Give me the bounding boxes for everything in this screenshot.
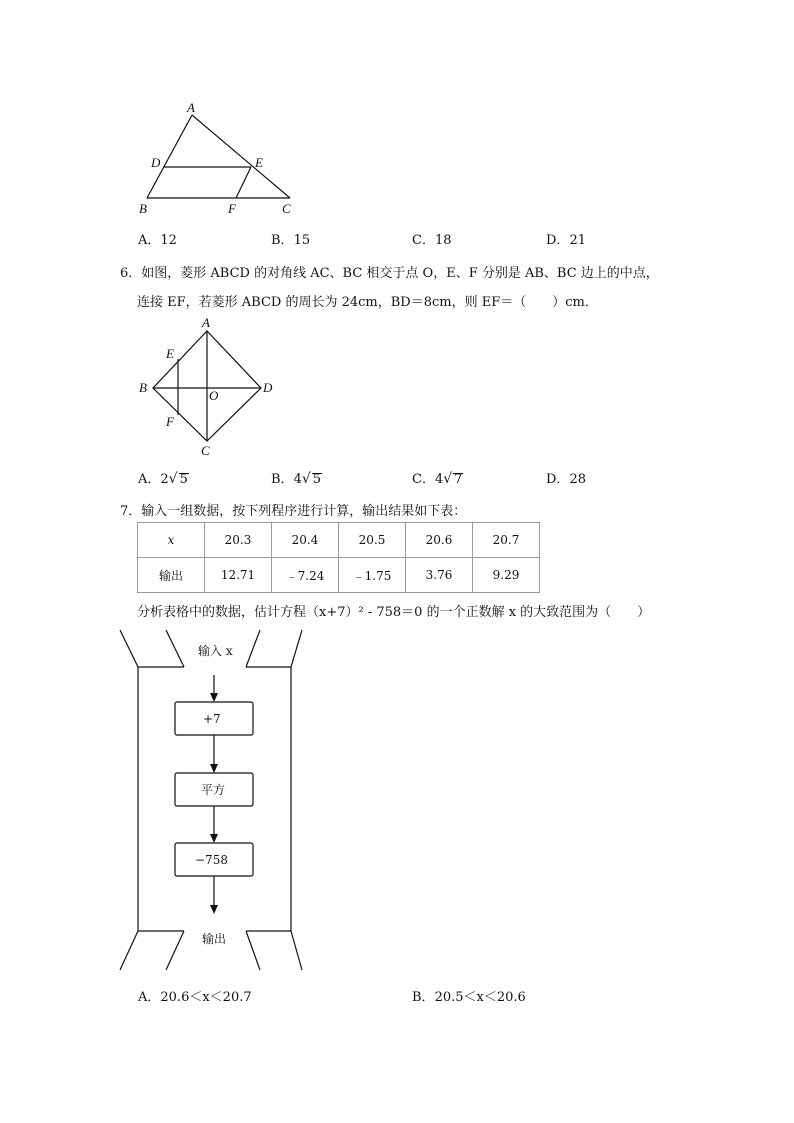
q6-option-a: A．2√ 5 — [138, 471, 188, 487]
q6-stem-line1: 6．如图，菱形 ABCD 的对角线 AC、BC 相交于点 O，E、F 分别是 AB、BC 边上的中点， — [120, 266, 659, 281]
flow-input-label: 输入 x — [198, 644, 233, 658]
table-cell: 3.76 — [406, 558, 473, 593]
q6-label-a: A — [202, 315, 210, 330]
table-cell: 20.6 — [406, 523, 473, 558]
table-cell: 9.29 — [473, 558, 540, 593]
q5-label-b: B — [139, 201, 147, 216]
flow-step-square: 平方 — [201, 783, 226, 797]
q7-option-a: A．20.6＜x＜20.7 — [138, 990, 252, 1005]
table-cell: 12.71 — [205, 558, 272, 593]
q5-option-a: A．12 — [138, 233, 177, 248]
q5-label-c: C — [282, 201, 291, 216]
q6-label-f: F — [166, 414, 174, 429]
q5-label-d: D — [151, 155, 161, 170]
q6-option-b: B．4√ 5 — [271, 471, 322, 487]
q6-label-e: E — [166, 346, 174, 361]
q6-label-b: B — [139, 380, 147, 395]
q5-triangle-figure — [130, 95, 310, 225]
q5-option-b: B．15 — [271, 233, 311, 248]
flow-step-subtract: −758 — [195, 853, 228, 867]
table-cell: ﹣1.75 — [339, 558, 406, 593]
q6-stem-line2: 连接 EF，若菱形 ABCD 的周长为 24cm，BD＝8cm，则 EF＝（ ）cm． — [137, 295, 598, 310]
table-cell: 输出 — [138, 558, 205, 593]
table-row — [138, 558, 540, 593]
q7-option-b: B．20.5＜x＜20.6 — [412, 990, 526, 1005]
table-row — [138, 523, 540, 558]
table-cell: 20.5 — [339, 523, 406, 558]
q5-label-e: E — [255, 155, 263, 170]
q6-option-c: C．4√ 7 — [412, 471, 463, 487]
q7-flowchart — [110, 625, 310, 985]
q5-option-d: D．21 — [546, 233, 586, 248]
q5-option-c: C．18 — [412, 233, 452, 248]
q7-stem-line1: 7．输入一组数据，按下列程序进行计算，输出结果如下表： — [120, 504, 467, 519]
q6-label-c: C — [201, 443, 210, 458]
table-cell: 20.4 — [272, 523, 339, 558]
q6-label-o: O — [209, 388, 219, 403]
flow-output-label: 输出 — [202, 932, 227, 946]
table-cell: 20.3 — [205, 523, 272, 558]
q6-option-d: D．28 — [546, 472, 586, 487]
q7-data-table — [137, 522, 540, 593]
q6-rhombus-figure — [135, 313, 280, 458]
q5-label-f: F — [228, 201, 236, 216]
q5-label-a: A — [187, 100, 195, 115]
q6-label-d: D — [263, 380, 273, 395]
flow-step-add: +7 — [203, 712, 221, 726]
table-cell: ﹣7.24 — [272, 558, 339, 593]
table-cell: x — [138, 523, 205, 558]
table-cell: 20.7 — [473, 523, 540, 558]
q7-stem-line2: 分析表格中的数据，估计方程（x+7）² - 758＝0 的一个正数解 x 的大致范围为（ ） — [137, 605, 651, 620]
